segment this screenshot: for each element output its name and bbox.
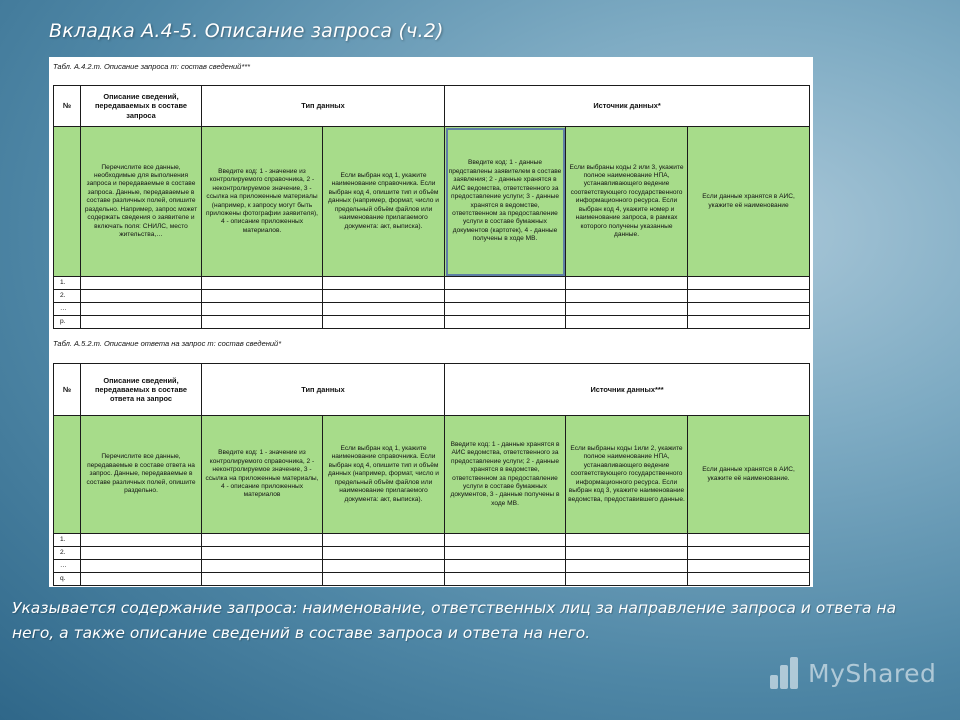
table-cell[interactable]	[323, 534, 445, 547]
slide-title: Вкладка А.4-5. Описание запроса (ч.2)	[49, 20, 444, 42]
table1-caption: Табл. А.4.2.т. Описание запроса т: состав сведений***	[53, 62, 251, 71]
table2-header-row	[54, 364, 810, 416]
table-cell[interactable]	[688, 547, 810, 560]
row-number: q.	[54, 573, 81, 586]
slide-caption: Указывается содержание запроса: наименование, ответственных лиц за направление запроса и ответа на него, а также описание сведений в составе запроса и ответа на него.	[12, 599, 897, 642]
table-cell[interactable]	[323, 316, 445, 329]
table-cell[interactable]	[445, 560, 566, 573]
row-number: 2.	[54, 547, 81, 560]
table2	[53, 363, 810, 586]
table2-cell-type-details[interactable]: Если выбран код 1, укажите наименование справочника. Если выбран код 4, опишите тип и объём данных (например, формат, число и предельный объём файлов или наименование прилагаемого документа: акт, выписка).	[323, 416, 445, 534]
table-cell[interactable]	[445, 277, 566, 290]
table1-header-num: №	[54, 86, 81, 127]
table-cell[interactable]	[81, 303, 202, 316]
table-cell[interactable]	[81, 560, 202, 573]
table-cell[interactable]	[688, 290, 810, 303]
table-cell[interactable]	[81, 547, 202, 560]
row-number: …	[54, 303, 81, 316]
table-cell[interactable]	[202, 534, 323, 547]
table-cell[interactable]	[81, 534, 202, 547]
table2-header-desc: Описание сведений, передаваемых в составе ответа на запрос	[81, 364, 202, 416]
watermark-logo	[770, 653, 936, 693]
table-cell[interactable]	[81, 573, 202, 586]
table-cell[interactable]	[566, 277, 688, 290]
table-cell[interactable]	[323, 277, 445, 290]
table2-cell-empty	[54, 416, 81, 534]
table-cell[interactable]	[566, 290, 688, 303]
table2-cell-desc[interactable]: Перечислите все данные, передаваемые в составе ответа на запрос. Данные, передаваемые в составе различных полей, опишите раздельно.	[81, 416, 202, 534]
table1-cell-source-npa[interactable]: Если выбраны коды 2 или 3, укажите полное наименование НПА, устанавливающего ведение соответствующего государственного информационного ресурса. Если выбран код 4, укажите номер и наименование запроса, в рамках которого получены указанные данные.	[566, 127, 688, 277]
table1-cell-empty	[54, 127, 81, 277]
table-cell[interactable]	[566, 303, 688, 316]
table-cell[interactable]	[445, 547, 566, 560]
table1-cell-source-ais[interactable]: Если данные хранятся в АИС, укажите её наименование	[688, 127, 810, 277]
table2-caption: Табл. А.5.2.т. Описание ответа на запрос т: состав сведений*	[53, 339, 282, 348]
table-row	[54, 303, 810, 316]
table-row	[54, 277, 810, 290]
table1-header-type: Тип данных	[202, 86, 445, 127]
row-number: p.	[54, 316, 81, 329]
table-cell[interactable]	[81, 316, 202, 329]
row-number: 1.	[54, 534, 81, 547]
table-row	[54, 534, 810, 547]
table-cell[interactable]	[323, 303, 445, 316]
table-row	[54, 316, 810, 329]
table1-instruction-row	[54, 127, 810, 277]
table-cell[interactable]	[688, 277, 810, 290]
table-row	[54, 560, 810, 573]
table-cell[interactable]	[202, 560, 323, 573]
row-number: …	[54, 560, 81, 573]
table-cell[interactable]	[445, 303, 566, 316]
table-cell[interactable]	[688, 560, 810, 573]
table1-cell-type-codes[interactable]: Введите код: 1 - значение из контролируемого справочника, 2 - неконтролируемое значение, 3 - ссылка на приложенные материалы (например, к запросу могут быть приложены фотографии заявителя), 4 - описание приложенных материалов.	[202, 127, 323, 277]
table-cell[interactable]	[202, 303, 323, 316]
table-cell[interactable]	[202, 573, 323, 586]
table1-cell-desc[interactable]: Перечислите все данные, необходимые для выполнения запроса и передаваемые в составе запроса. Данные, передаваемые в составе различных полей, опишите раздельно. Например, запрос может содержать сведения о заявителе и включать поля: СНИЛС, место жительства,…	[81, 127, 202, 277]
table-cell[interactable]	[81, 277, 202, 290]
table-row	[54, 573, 810, 586]
table-cell[interactable]	[323, 547, 445, 560]
bar-chart-logo-icon	[770, 657, 800, 689]
table-row	[54, 547, 810, 560]
table1-header-source: Источник данных*	[445, 86, 810, 127]
row-number: 2.	[54, 290, 81, 303]
table2-header-num: №	[54, 364, 81, 416]
table-cell[interactable]	[323, 573, 445, 586]
table-cell[interactable]	[202, 277, 323, 290]
table-cell[interactable]	[566, 534, 688, 547]
table-cell[interactable]	[688, 303, 810, 316]
table-cell[interactable]	[688, 573, 810, 586]
table1-header-desc: Описание сведений, передаваемых в составе запроса	[81, 86, 202, 127]
table-cell[interactable]	[566, 547, 688, 560]
table2-cell-type-codes[interactable]: Введите код: 1 - значение из контролируемого справочника, 2 - неконтролируемое значение, 3 - ссылка на приложенные материалы, 4 - описание приложенных материалов	[202, 416, 323, 534]
table1-cell-type-details[interactable]: Если выбран код 1, укажите наименование справочника. Если выбран код 4, опишите тип и объём данных (например, формат, число и предельный объём файлов или наименование прилагаемого документа: акт, выписка).	[323, 127, 445, 277]
table2-cell-source-ais[interactable]: Если данные хранятся в АИС, укажите её наименование.	[688, 416, 810, 534]
table1-cell-source-codes[interactable]: Введите код: 1 - данные представлены заявителем в составе заявления; 2 - данные хранятся в АИС ведомства, ответственного за предоставление услуги; 3 - данные хранятся в ведомстве, ответственном за предоставление услуги в составе бумажных документов (картотек), 4 - данные получены в ходе МВ.	[445, 127, 566, 277]
table-cell[interactable]	[445, 290, 566, 303]
table-cell[interactable]	[202, 316, 323, 329]
table-cell[interactable]	[81, 290, 202, 303]
table2-header-type: Тип данных	[202, 364, 445, 416]
table2-cell-source-codes[interactable]: Введите код: 1 - данные хранятся в АИС ведомства, ответственного за предоставление услуги; 2 - данные хранятся в ведомстве, ответственном за предоставление услуги в составе бумажных документов, 3 - данные получены в ходе МВ.	[445, 416, 566, 534]
table-row	[54, 290, 810, 303]
spreadsheet-image	[49, 57, 813, 587]
table2-cell-source-npa[interactable]: Если выбраны коды 1или 2, укажите полное наименование НПА, устанавливающего ведение соответствующего государственного информационного ресурса. Если выбран код 3, укажите наименование ведомства, предоставившего данные.	[566, 416, 688, 534]
table-cell[interactable]	[202, 290, 323, 303]
table-cell[interactable]	[445, 316, 566, 329]
table2-instruction-row	[54, 416, 810, 534]
table-cell[interactable]	[566, 573, 688, 586]
table-cell[interactable]	[445, 573, 566, 586]
table-cell[interactable]	[688, 316, 810, 329]
table-cell[interactable]	[323, 560, 445, 573]
watermark-text: MyShared	[808, 658, 937, 688]
table-cell[interactable]	[566, 316, 688, 329]
table-cell[interactable]	[445, 534, 566, 547]
table-cell[interactable]	[323, 290, 445, 303]
table-cell[interactable]	[566, 560, 688, 573]
table1-header-row	[54, 86, 810, 127]
table-cell[interactable]	[688, 534, 810, 547]
table1	[53, 85, 810, 329]
table-cell[interactable]	[202, 547, 323, 560]
row-number: 1.	[54, 277, 81, 290]
table2-header-source: Источник данных***	[445, 364, 810, 416]
